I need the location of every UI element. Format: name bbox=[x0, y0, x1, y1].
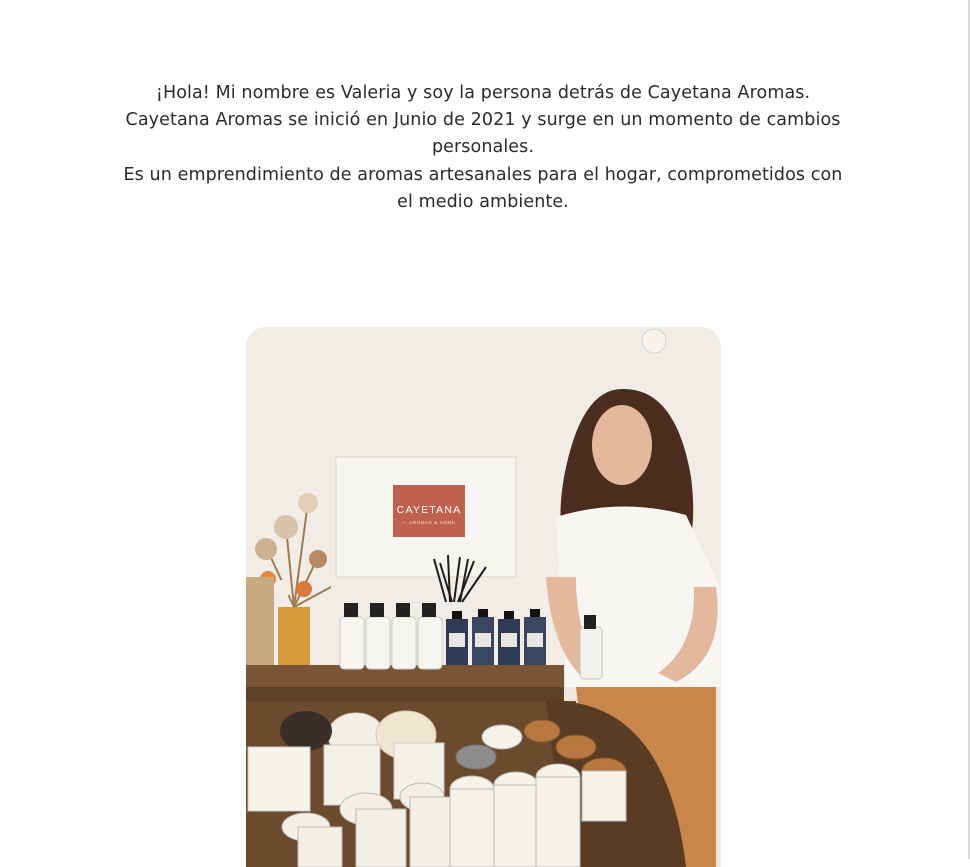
intro-line-3: Es un emprendimiento de aromas artesanales para el hogar, comprometidos con el medio ambiente. bbox=[123, 164, 843, 212]
brand-sign-text: CAYETANA bbox=[396, 504, 462, 516]
brand-sign-subtext: — AROMAS & HOME bbox=[402, 520, 456, 525]
intro-line-2: Cayetana Aromas se inició en Junio de 2021 y surge en un momento de cambios personales. bbox=[125, 110, 841, 158]
founder-photo bbox=[246, 327, 721, 867]
about-intro bbox=[120, 80, 846, 216]
intro-line-1: ¡Hola! Mi nombre es Valeria y soy la persona detrás de Cayetana Aromas. bbox=[155, 83, 811, 103]
